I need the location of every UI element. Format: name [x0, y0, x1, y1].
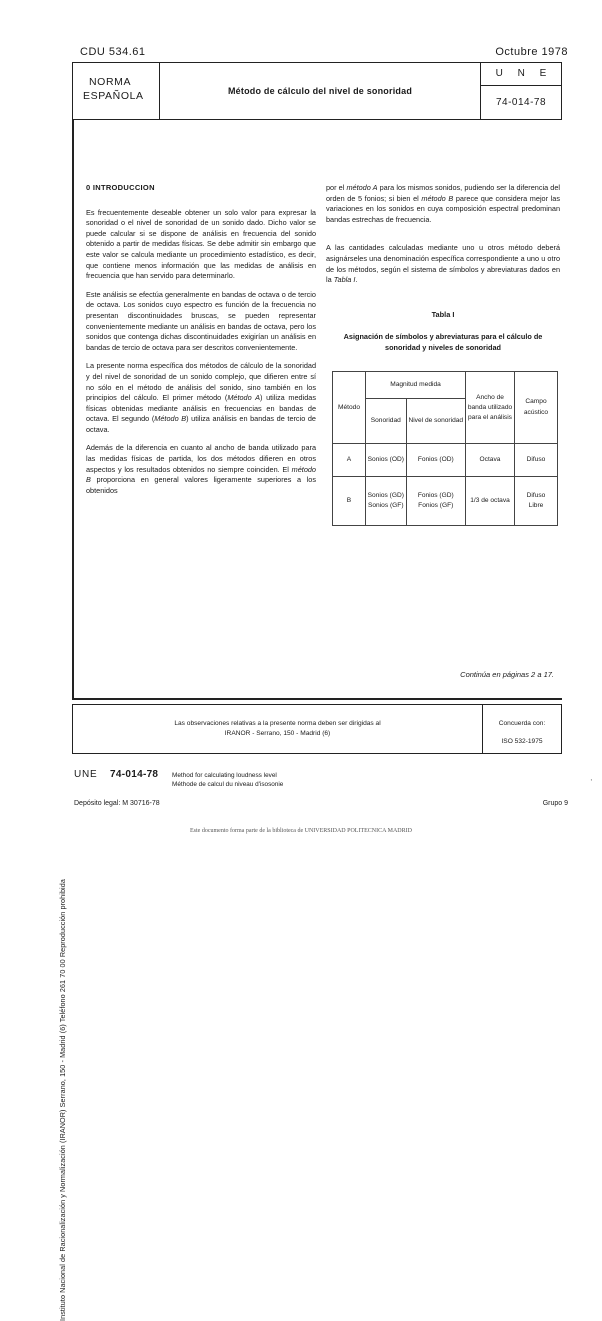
th-magnitud: Magnitud medida — [366, 372, 466, 399]
cdu-code: CDU 534.61 — [80, 46, 146, 58]
campo-b-2: Libre — [528, 502, 544, 510]
th-ancho: Ancho de banda utilizado para el análisis — [466, 372, 515, 444]
sidebar-text: Instituto Nacional de Racionalización y Normalización (IRANOR) Serrano, 150 - Madrid (6) Teléfono 261 70 00 Reproducción prohibida — [58, 879, 67, 1321]
right-paragraph-1 — [326, 183, 560, 225]
cell-ancho-a: Octava — [466, 444, 515, 477]
bottom-standard-number: 74-014-78 — [110, 769, 159, 780]
p4-method-b: método B — [86, 464, 316, 485]
nivel-b-2: Fonios (GF) — [418, 502, 454, 510]
th-nivel: Nivel de sonoridad — [406, 399, 465, 444]
th-campo: Campo acústico — [515, 372, 558, 444]
library-credit: Este documento forma parte de la biblioteca de UNIVERSIDAD POLITECNICA MADRID — [190, 828, 412, 834]
r1-method-a: método A — [346, 183, 378, 192]
title-english: Method for calculating loudness level — [172, 772, 277, 779]
r1-method-b: método B — [421, 193, 454, 203]
sonoridad-b-2: Sonios (GF) — [367, 502, 404, 510]
r2-table-ref: Tabla I — [333, 275, 356, 285]
p3-method-a: Método A — [227, 393, 260, 403]
cell-nivel-a: Fonios (OD) — [406, 444, 465, 477]
p4-text-a: Además de la diferencia en cuanto al ancho de banda utilizado para las medidas físicas de partida, los dos métodos difieren en otros aspectos y los resultados obtenidos no siempre coinciden. El — [86, 443, 316, 474]
p3-text-b: ) utiliza medidas físicas obtenidas mediante análisis en frecuencias en bandas de octava. El segundo ( — [86, 393, 316, 424]
header-box — [72, 62, 562, 120]
paragraph-2: Este análisis se efectúa generalmente en bandas de octava o de tercio de octava. Los sonidos cuyo espectro es función de la frecuencia no presentan discontinuidades bruscas, se pueden representar convenientemente mediante un análisis en bandas de octava, pero los sonidos que contenga dichas discontinuidades exigirían un análisis en bandas de tercio de octava para ser descritos convenientemente. — [86, 289, 316, 352]
paragraph-1: Es frecuentemente deseable obtener un solo valor para expresar la sonoridad o el nivel de sonoridad de un sonido dado. Dicho valor se puede calcular si se dispone de análisis en frecuencia del sonido obtenido a partir de medidas físicas. Se debe admitir sin embargo que este valor se calcula mediante un procedimiento estadístico, es decir, que contiene menos información que las medidas de análisis en frecuencia que han servido para determinarlo. — [86, 207, 316, 281]
r2-text-a: A las cantidades calculadas mediante uno u otros método deberá asignárseles una denominación específica correspondiente a uno u otro de los métodos, según el sistema de símbolos y abreviaturas dados en la — [326, 243, 560, 285]
cell-metodo-a: A — [333, 444, 366, 477]
table-caption: Asignación de símbolos y abreviaturas para el cálculo de sonoridad y niveles de sonoridad — [343, 332, 543, 352]
bottom-titles — [172, 771, 283, 789]
publication-date: Octubre 1978 — [495, 46, 568, 58]
p4-text-b: proporciona en general valores ligeramente superiores a los obtenidos — [86, 475, 316, 495]
th-sonoridad: Sonoridad — [366, 399, 407, 444]
cell-nivel-b — [406, 477, 465, 526]
cell-campo-a: Difuso — [515, 444, 558, 477]
concord-value: ISO 532-1975 — [501, 738, 543, 745]
frame-left-rule — [72, 120, 74, 700]
p3-text-c: ) utiliza análisis en bandas de tercio de octava. — [86, 414, 316, 434]
r1-text-a: por el — [326, 183, 347, 192]
observations-line-2: IRANOR - Serrano, 150 - Madrid (6) — [224, 730, 331, 737]
sidebar-publisher — [58, 70, 72, 1321]
left-column — [86, 183, 316, 504]
concordance-cell — [483, 705, 561, 753]
table-row — [333, 477, 558, 526]
campo-b-1: Difuso — [526, 491, 546, 499]
document-title: Método de cálculo del nivel de sonoridad — [227, 86, 413, 96]
sonoridad-b-1: Sonios (GD) — [367, 491, 404, 499]
margin-mark: ' — [590, 778, 592, 787]
section-title-introduccion: 0 INTRODUCCION — [86, 183, 155, 192]
bottom-une-label: UNE — [74, 769, 98, 780]
p3-method-b: Método B — [154, 414, 187, 424]
norma-label: NORMA — [89, 76, 132, 88]
concord-label: Concuerda con: — [498, 720, 546, 727]
observations-line-1: Las observaciones relativas a la presente norma deben ser dirigidas al — [174, 720, 381, 727]
observations-note — [73, 705, 483, 753]
cell-sonoridad-a: Sonios (OD) — [366, 444, 407, 477]
symbols-table — [332, 371, 558, 526]
right-paragraph-2 — [326, 243, 560, 285]
r1-text-b: para los mismos sonidos, pudiendo ser la diferencia del orden de 5 fonios; si bien el — [326, 183, 560, 203]
standard-id-cell — [480, 63, 561, 119]
frame-bottom-rule — [72, 698, 562, 700]
nivel-b-1: Fonios (GD) — [417, 491, 454, 499]
right-column — [326, 183, 560, 526]
cell-sonoridad-b — [366, 477, 407, 526]
une-label: U N E — [481, 63, 561, 86]
table-header-row-1 — [333, 372, 558, 399]
r2-text-b: . — [355, 275, 358, 285]
legal-deposit: Depósito legal: M 30716-78 — [74, 800, 160, 807]
title-french: Méthode de calcul du niveau d'isosonie — [172, 781, 284, 788]
th-metodo: Método — [333, 372, 366, 444]
espanola-label: ESPAÑOLA — [83, 90, 144, 102]
footer-box — [72, 704, 562, 754]
cell-ancho-b: 1/3 de octava — [466, 477, 515, 526]
continuation-note: Continúa en páginas 2 a 17. — [460, 670, 554, 679]
table-title: Tabla I — [431, 309, 455, 319]
price-group: Grupo 9 — [542, 800, 568, 807]
paragraph-4 — [86, 443, 316, 496]
standard-number: 74-014-78 — [495, 97, 547, 108]
r1-text-c: parece que considera mejor las variaciones en los sonidos en cuya composición espectral predominan bandas estrechas de frecuencia. — [326, 193, 560, 224]
norma-espanola-cell — [73, 63, 160, 119]
cell-campo-b — [515, 477, 558, 526]
paragraph-3 — [86, 361, 316, 435]
table-row — [333, 444, 558, 477]
p3-text-a: La presente norma específica dos métodos de cálculo de la sonoridad y del nivel de sonoridad de un sonido complejo, que difieren entre sí no sólo en el método de análisis del sonido, sino también en los principios del cálculo. El primer método ( — [86, 361, 316, 403]
cell-metodo-b: B — [333, 477, 366, 526]
